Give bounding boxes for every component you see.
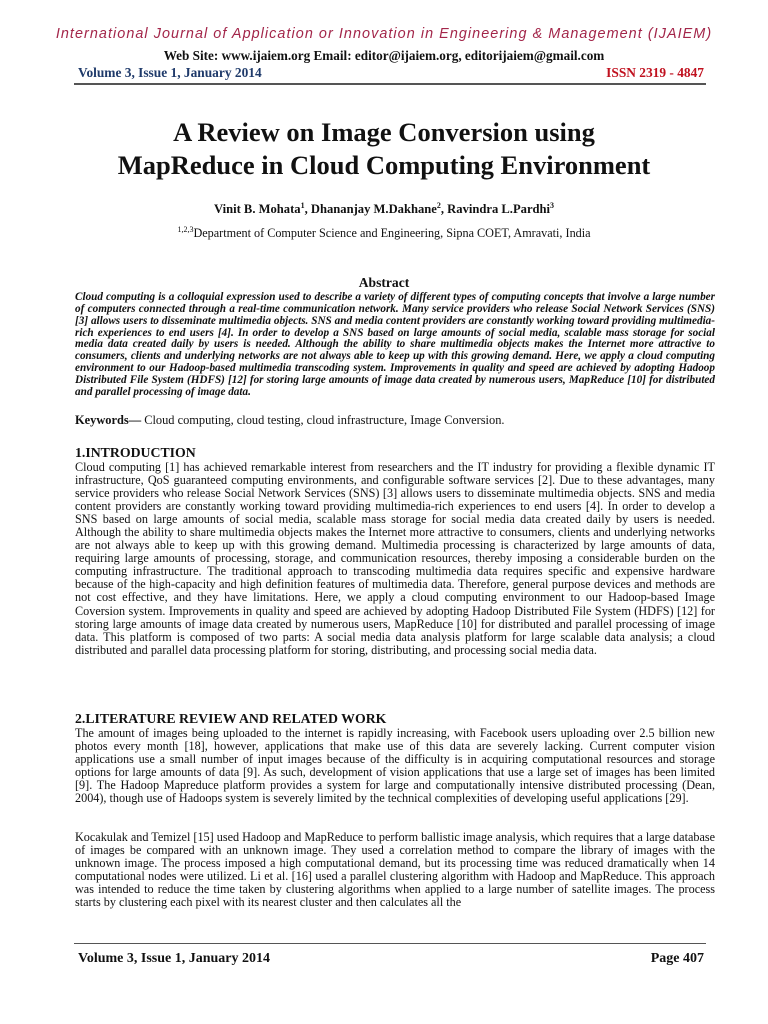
author-affiliation xyxy=(0,226,768,241)
author-name: Dhananjay M.Dakhane xyxy=(310,202,437,216)
affiliation-mark: 1,2,3 xyxy=(177,224,194,234)
abstract-body: Cloud computing is a colloquial expression used to describe a variety of different types of computing concepts that involve a large number of computers connected through a real-time communication network. Many service providers who release Social Network Services (SNS) [3] allows users to disseminate multimedia objects. SNS and media content providers are constantly working toward providing multimedia-rich experiences to end users [4]. In order to develop a SNS based on large amounts of social media, scalable mass storage for social media data created daily by users is needed. Although the ability to share multimedia objects makes the Internet more attractive to consumers, clients and underlying networks are not always able to keep up with this growing demand. Here, we apply a cloud computing environment to our Hadoop-based multimedia transcoding system. Improvements in quality and speed are achieved by adopting Hadoop Distributed File System (HDFS) [12] for storing large amounts of image data created by numerous users, MapReduce [10] for distributed and parallel processing of image data. xyxy=(75,291,715,398)
footer-volume-issue: Volume 3, Issue 1, January 2014 xyxy=(78,951,271,966)
header-volume-issue: Volume 3, Issue 1, January 2014 xyxy=(78,65,262,80)
abstract-heading: Abstract xyxy=(358,275,410,290)
keywords-line xyxy=(75,413,715,428)
keywords-text: Cloud computing, cloud testing, cloud infrastructure, Image Conversion. xyxy=(141,413,505,427)
author-affiliation-mark: 2 xyxy=(436,200,441,210)
author-list xyxy=(0,202,768,217)
header-divider xyxy=(74,83,706,85)
header-issn: ISSN 2319 - 4847 xyxy=(606,65,704,80)
journal-website-line: Web Site: www.ijaiem.org Email: editor@ijaiem.org, editorijaiem@gmail.com xyxy=(163,48,605,63)
journal-name: International Journal of Application or Innovation in Engineering & Management (IJAIEM) xyxy=(55,26,713,42)
section-paragraph: The amount of images being uploaded to the internet is rapidly increasing, with Facebook users uploading over 2.5 billion new photos every month [18], however, applications that make use of this data are severely lacking. Current computer vision applications use a small number of input images because of the difficulty is in acquiring computational resources and storage options for large amounts of data [9]. As such, development of vision applications that use a large set of images has been limited [9]. The Hadoop Mapreduce platform provides a system for large and computationally intensive distributed processing (Dean, 2004), though use of Hadoops system is severely limited by the technical complexities of developing useful applications [29]. xyxy=(75,726,715,806)
affiliation-text: Department of Computer Science and Engineering, Sipna COET, Amravati, India xyxy=(193,226,591,240)
author-name: Vinit B. Mohata xyxy=(213,202,301,216)
paper-title-line-2: MapReduce in Cloud Computing Environment xyxy=(117,150,651,180)
footer-page-number: Page 407 xyxy=(650,951,704,966)
author-affiliation-mark: 1 xyxy=(300,200,305,210)
footer-divider xyxy=(74,943,706,944)
section-heading-literature-review: 2.LITERATURE REVIEW AND RELATED WORK xyxy=(75,711,387,726)
paper-title-line-1: A Review on Image Conversion using xyxy=(173,117,595,147)
section-paragraph: Cloud computing [1] has achieved remarkable interest from researchers and the IT industry for providing a flexible dynamic IT infrastructure, QoS guaranteed computing environments, and configurable software services [2]. Due to these advantages, many service providers who release Social Network Services (SNS) [3] allows users to disseminate multimedia objects. SNS and media content providers are constantly working toward providing multimedia-rich experiences to end users [4]. In order to develop a SNS based on large amounts of social media, scalable mass storage for social media data created daily by users is needed. Although the ability to share multimedia objects makes the Internet more attractive to consumers, clients and underlying networks are not always able to keep up with this growing demand. Multimedia processing is characterized by large amounts of data, requiring large amounts of processing, storage, and communication resources, thereby imposing a considerable burden on the computing infrastructure. The traditional approach to transcoding multimedia data requires specific and expensive hardware because of the high-capacity and high definition features of multimedia data. Therefore, general purpose devices and methods are not cost effective, and they have limitations. Here, we apply a cloud computing environment to our Hadoop-based Image Coversion system. Improvements in quality and speed are achieved by adopting Hadoop Distributed File System (HDFS) [12] for storing large amounts of image data created by numerous users, MapReduce [10] for distributed and parallel processing of image data. This platform is composed of two parts: A social media data analysis platform for large scalable data analysis; a cloud distributed and parallel data processing platform for storing, distributing, and processing social media data. xyxy=(75,460,715,657)
author-separator: , xyxy=(304,202,311,216)
author-affiliation-mark: 3 xyxy=(550,200,555,210)
keywords-label: Keywords— xyxy=(75,413,142,427)
paper-title xyxy=(60,116,708,182)
section-paragraph: Kocakulak and Temizel [15] used Hadoop and MapReduce to perform ballistic image analysis, which requires that a large database of images be compared with an unknown image. They used a correlation method to compare the library of images with the unknown image. The process imposed a high computational demand, but its processing time was reduced dramatically when 14 computational nodes were utilized. Li et al. [16] used a parallel clustering algorithm with Hadoop and MapReduce. This approach was intended to reduce the time taken by clustering algorithms when applied to a large number of satellite images. The process starts by clustering each pixel with its nearest cluster and then calculates all the xyxy=(75,830,716,910)
author-separator: , xyxy=(440,202,448,216)
author-name: Ravindra L.Pardhi xyxy=(447,202,551,216)
section-heading-introduction: 1.INTRODUCTION xyxy=(75,445,196,460)
